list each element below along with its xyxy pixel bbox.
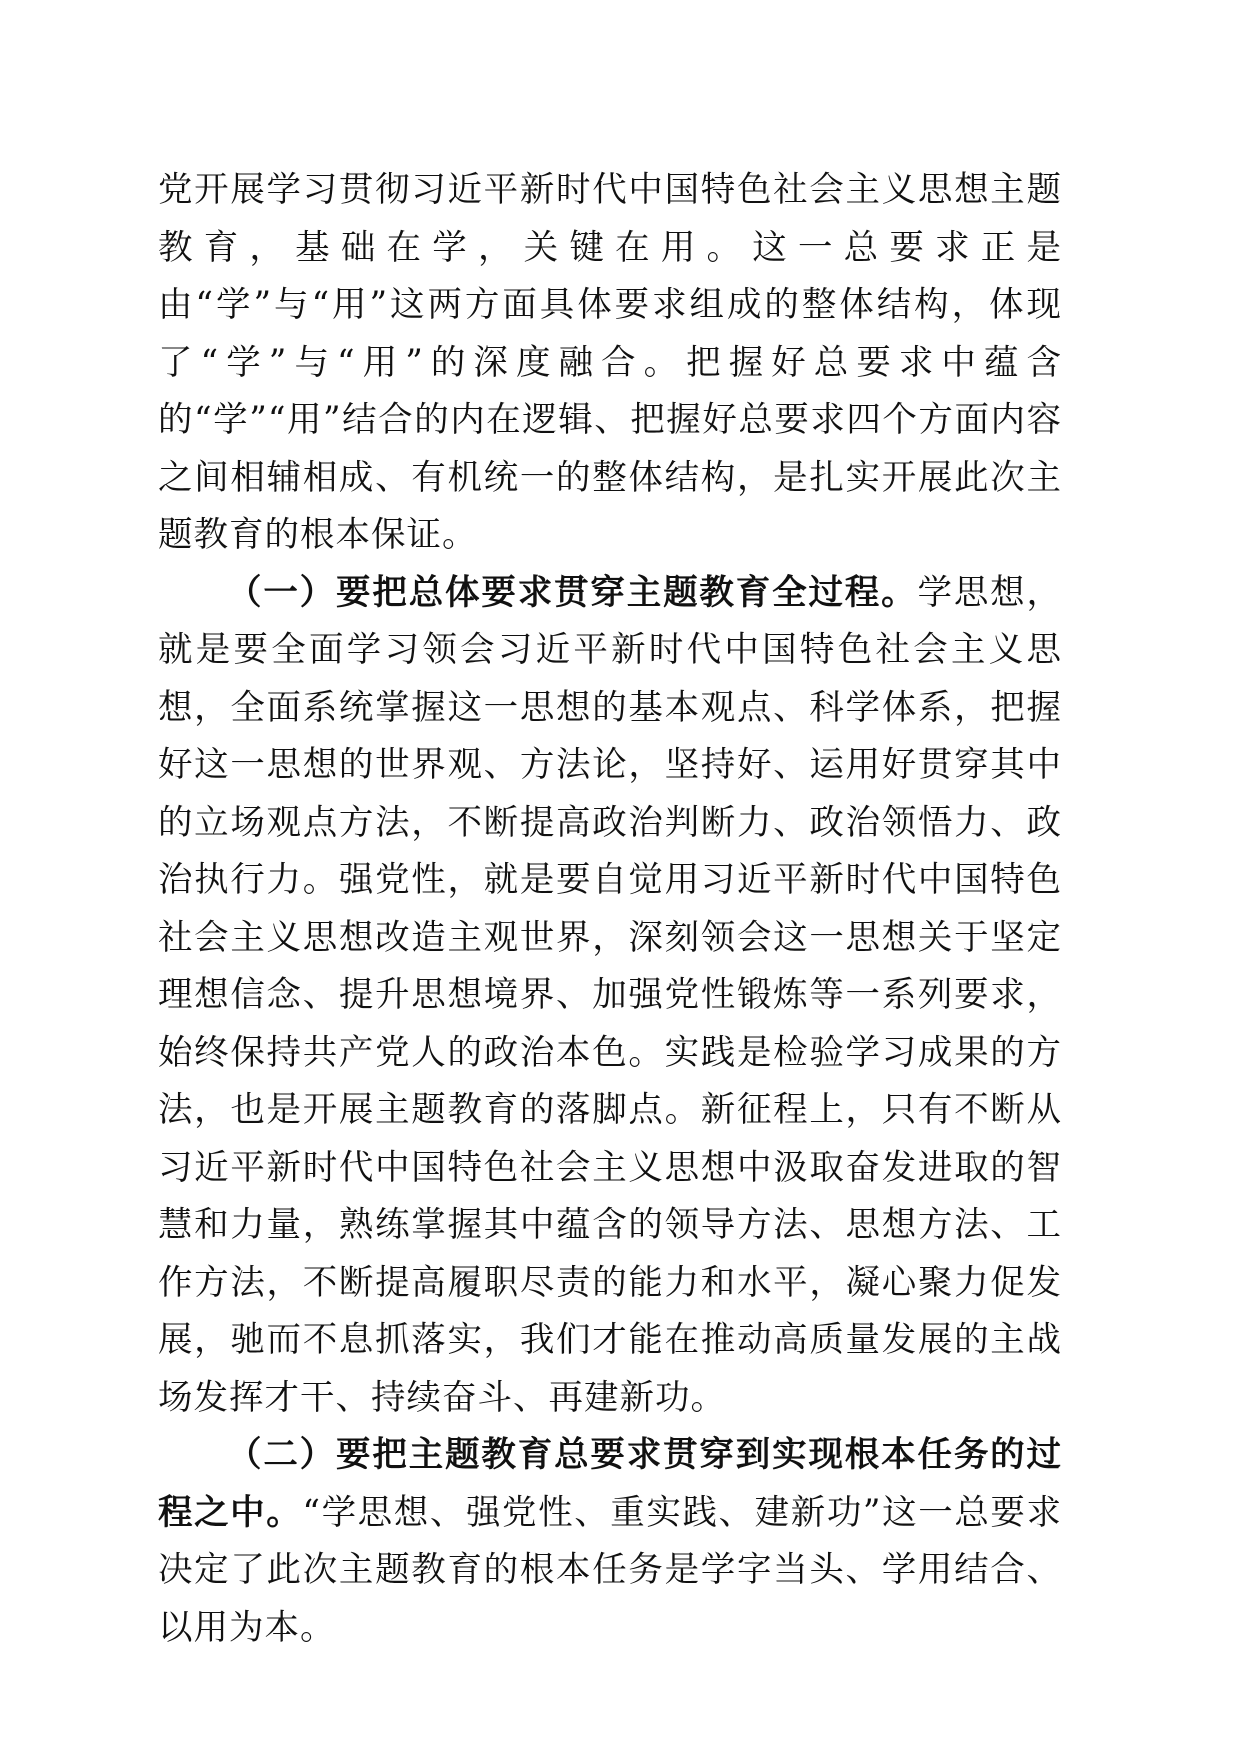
document-body bbox=[158, 162, 1062, 1657]
section-2-body: “学思想、强党性、重实践、建新功”这一总要求决定了此次主题教育的根本任务是学字当头、学用结合、以用为本。 bbox=[158, 1492, 1062, 1648]
paragraph-section-1 bbox=[158, 565, 1062, 1428]
paragraph-intro-body: 党开展学习贯彻习近平新时代中国特色社会主义思想主题教育，基础在学，关键在用。这一总要求正是由“学”与“用”这两方面具体要求组成的整体结构，体现了“学”与“用”的深度融合。把握好总要求中蕴含的“学”“用”结合的内在逻辑、把握好总要求四个方面内容之间相辅相成、有机统一的整体结构，是扎实开展此次主题教育的根本保证。 bbox=[158, 170, 1062, 555]
section-1-body: 学思想，就是要全面学习领会习近平新时代中国特色社会主义思想，全面系统掌握这一思想的基本观点、科学体系，把握好这一思想的世界观、方法论，坚持好、运用好贯穿其中的立场观点方法，不断提高政治判断力、政治领悟力、政治执行力。强党性，就是要自觉用习近平新时代中国特色社会主义思想改造主观世界，深刻领会这一思想关于坚定理想信念、提升思想境界、加强党性锻炼等一系列要求，始终保持共产党人的政治本色。实践是检验学习成果的方法，也是开展主题教育的落脚点。新征程上，只有不断从习近平新时代中国特色社会主义思想中汲取奋发进取的智慧和力量，熟练掌握其中蕴含的领导方法、思想方法、工作方法，不断提高履职尽责的能力和水平，凝心聚力促发展，驰而不息抓落实，我们才能在推动高质量发展的主战场发挥才干、持续奋斗、再建新功。 bbox=[158, 572, 1063, 1418]
section-2-heading: （二）要把主题教育总要求贯穿到实现根本任务的过程之中。 bbox=[158, 1435, 1062, 1533]
section-1-heading: （一）要把总体要求贯穿主题教育全过程。 bbox=[227, 572, 918, 613]
paragraph-section-2 bbox=[158, 1427, 1062, 1657]
paragraph-intro bbox=[158, 162, 1062, 565]
